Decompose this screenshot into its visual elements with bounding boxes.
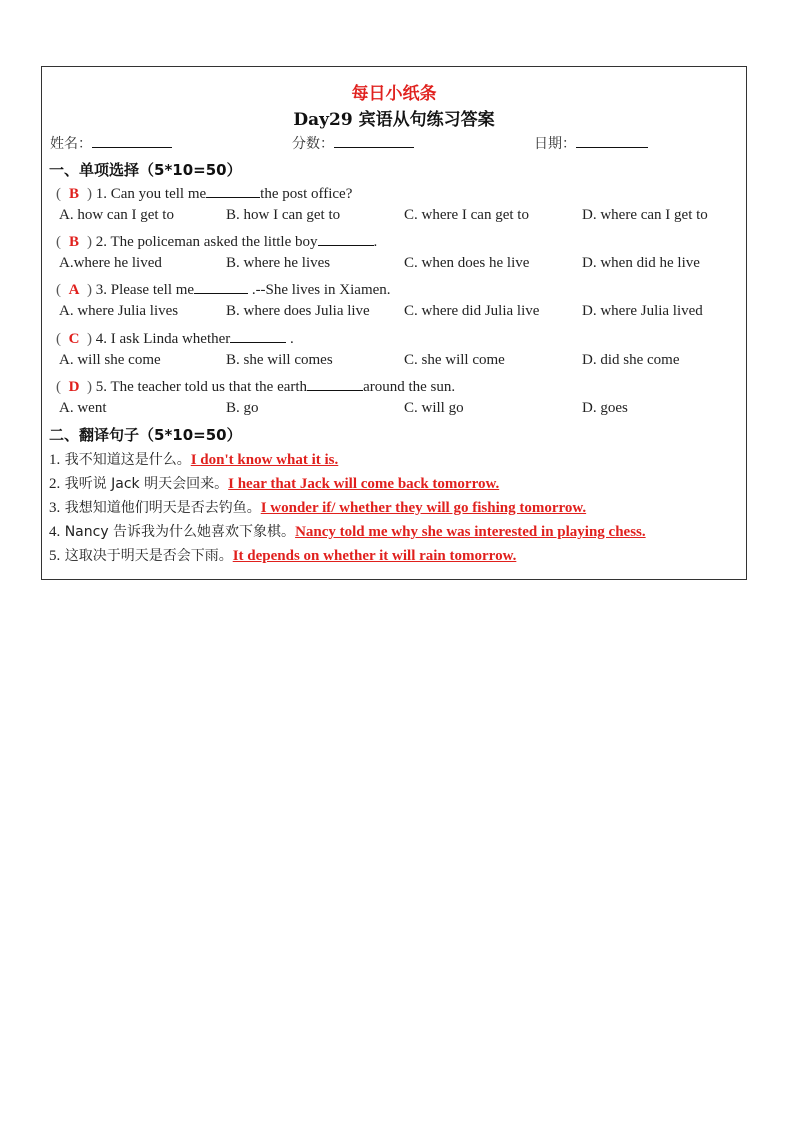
answer-2: B: [68, 234, 79, 250]
question-4-stem-before: 4. I ask Linda whether: [95, 331, 231, 347]
question-2-stem-after: .: [373, 234, 378, 250]
q5-option-d: D. goes: [582, 400, 628, 416]
question-5-stem-after: around the sun.: [363, 379, 456, 395]
q3-option-b: B. where does Julia live: [226, 303, 370, 319]
question-1-stem-before: 1. Can you tell me: [95, 186, 207, 202]
question-4: ( C ) 4. I ask Linda whether .: [56, 328, 294, 348]
q5-option-b: B. go: [226, 400, 259, 416]
translation-4: [49, 521, 646, 541]
translation-5-english: It depends on whether it will rain tomorrow.: [232, 548, 517, 564]
translation-1-chinese: 我不知道这是什么。: [60, 452, 191, 468]
q5-option-a: A. went: [59, 400, 107, 416]
translation-2: [49, 473, 499, 493]
translation-4-number: 4.: [49, 524, 61, 540]
answer-4: C: [68, 331, 80, 347]
translation-5: [49, 545, 516, 565]
date-label: 日期：: [534, 136, 576, 152]
q2-option-b: B. where he lives: [226, 255, 331, 271]
answer-3: A: [68, 282, 80, 298]
translation-2-number: 2.: [49, 476, 61, 492]
question-5-blank: [307, 376, 363, 391]
q1-option-d: D. where can I get to: [582, 207, 708, 223]
question-3-stem-before: 3. Please tell me: [95, 282, 195, 298]
translation-2-chinese: 我听说 Jack 明天会回来。: [60, 476, 229, 492]
question-4-blank: [230, 328, 286, 343]
q2-option-d: D. when did he live: [582, 255, 700, 271]
question-3-blank: [194, 279, 248, 294]
name-field: [50, 133, 172, 153]
question-3: ( A ) 3. Please tell me .--She lives in Xiamen.: [56, 279, 391, 299]
question-5-stem-before: 5. The teacher told us that the earth: [95, 379, 308, 395]
q5-option-c: C. will go: [404, 400, 464, 416]
translation-4-chinese: Nancy 告诉我为什么她喜欢下象棋。: [60, 524, 296, 540]
answer-1: B: [68, 186, 79, 202]
translation-3-english: I wonder if/ whether they will go fishing tomorrow.: [260, 500, 587, 516]
question-1-stem-after: the post office?: [260, 186, 353, 202]
translation-2-english: I hear that Jack will come back tomorrow.: [228, 476, 500, 492]
name-label: 姓名：: [50, 136, 92, 152]
translation-5-number: 5.: [49, 548, 61, 564]
q4-option-d: D. did she come: [582, 352, 680, 368]
question-3-stem-after: .--She lives in Xiamen.: [248, 282, 391, 298]
score-blank[interactable]: [334, 133, 414, 148]
translation-3: [49, 497, 586, 517]
q1-option-a: A. how can I get to: [59, 207, 174, 223]
translation-3-chinese: 我想知道他们明天是否去钓鱼。: [60, 500, 261, 516]
q2-option-a: A.where he lived: [59, 255, 162, 271]
translation-5-chinese: 这取决于明天是否会下雨。: [60, 548, 233, 564]
q3-option-c: C. where did Julia live: [404, 303, 540, 319]
worksheet-subtitle: Day29 宾语从句练习答案: [293, 110, 495, 130]
name-blank[interactable]: [92, 133, 172, 148]
question-5: ( D ) 5. The teacher told us that the earth around the sun.: [56, 376, 455, 396]
score-field: [292, 133, 414, 153]
date-blank[interactable]: [576, 133, 648, 148]
question-4-stem-after: .: [286, 331, 294, 347]
translation-4-english: Nancy told me why she was interested in playing chess.: [295, 524, 646, 540]
question-2-blank: [318, 231, 374, 246]
q4-option-b: B. she will comes: [226, 352, 333, 368]
worksheet: [41, 66, 747, 580]
translation-1-english: I don't know what it is.: [190, 452, 339, 468]
worksheet-title: 每日小纸条: [351, 84, 437, 104]
question-2: ( B ) 2. The policeman asked the little boy .: [56, 231, 377, 251]
date-field: [534, 133, 648, 153]
question-2-stem-before: 2. The policeman asked the little boy: [95, 234, 318, 250]
translation-1: [49, 449, 338, 469]
question-1: ( B ) 1. Can you tell me the post office?: [56, 183, 352, 203]
q4-option-c: C. she will come: [404, 352, 505, 368]
answer-5: D: [68, 379, 80, 395]
section2-heading: 二、翻译句子（5*10=50）: [49, 426, 242, 444]
question-1-blank: [206, 183, 260, 198]
q1-option-b: B. how I can get to: [226, 207, 341, 223]
q3-option-a: A. where Julia lives: [59, 303, 179, 319]
q1-option-c: C. where I can get to: [404, 207, 529, 223]
q3-option-d: D. where Julia lived: [582, 303, 703, 319]
q2-option-c: C. when does he live: [404, 255, 530, 271]
score-label: 分数：: [292, 136, 334, 152]
q4-option-a: A. will she come: [59, 352, 161, 368]
translation-1-number: 1.: [49, 452, 61, 468]
translation-3-number: 3.: [49, 500, 61, 516]
section1-heading: 一、单项选择（5*10=50）: [49, 161, 242, 179]
